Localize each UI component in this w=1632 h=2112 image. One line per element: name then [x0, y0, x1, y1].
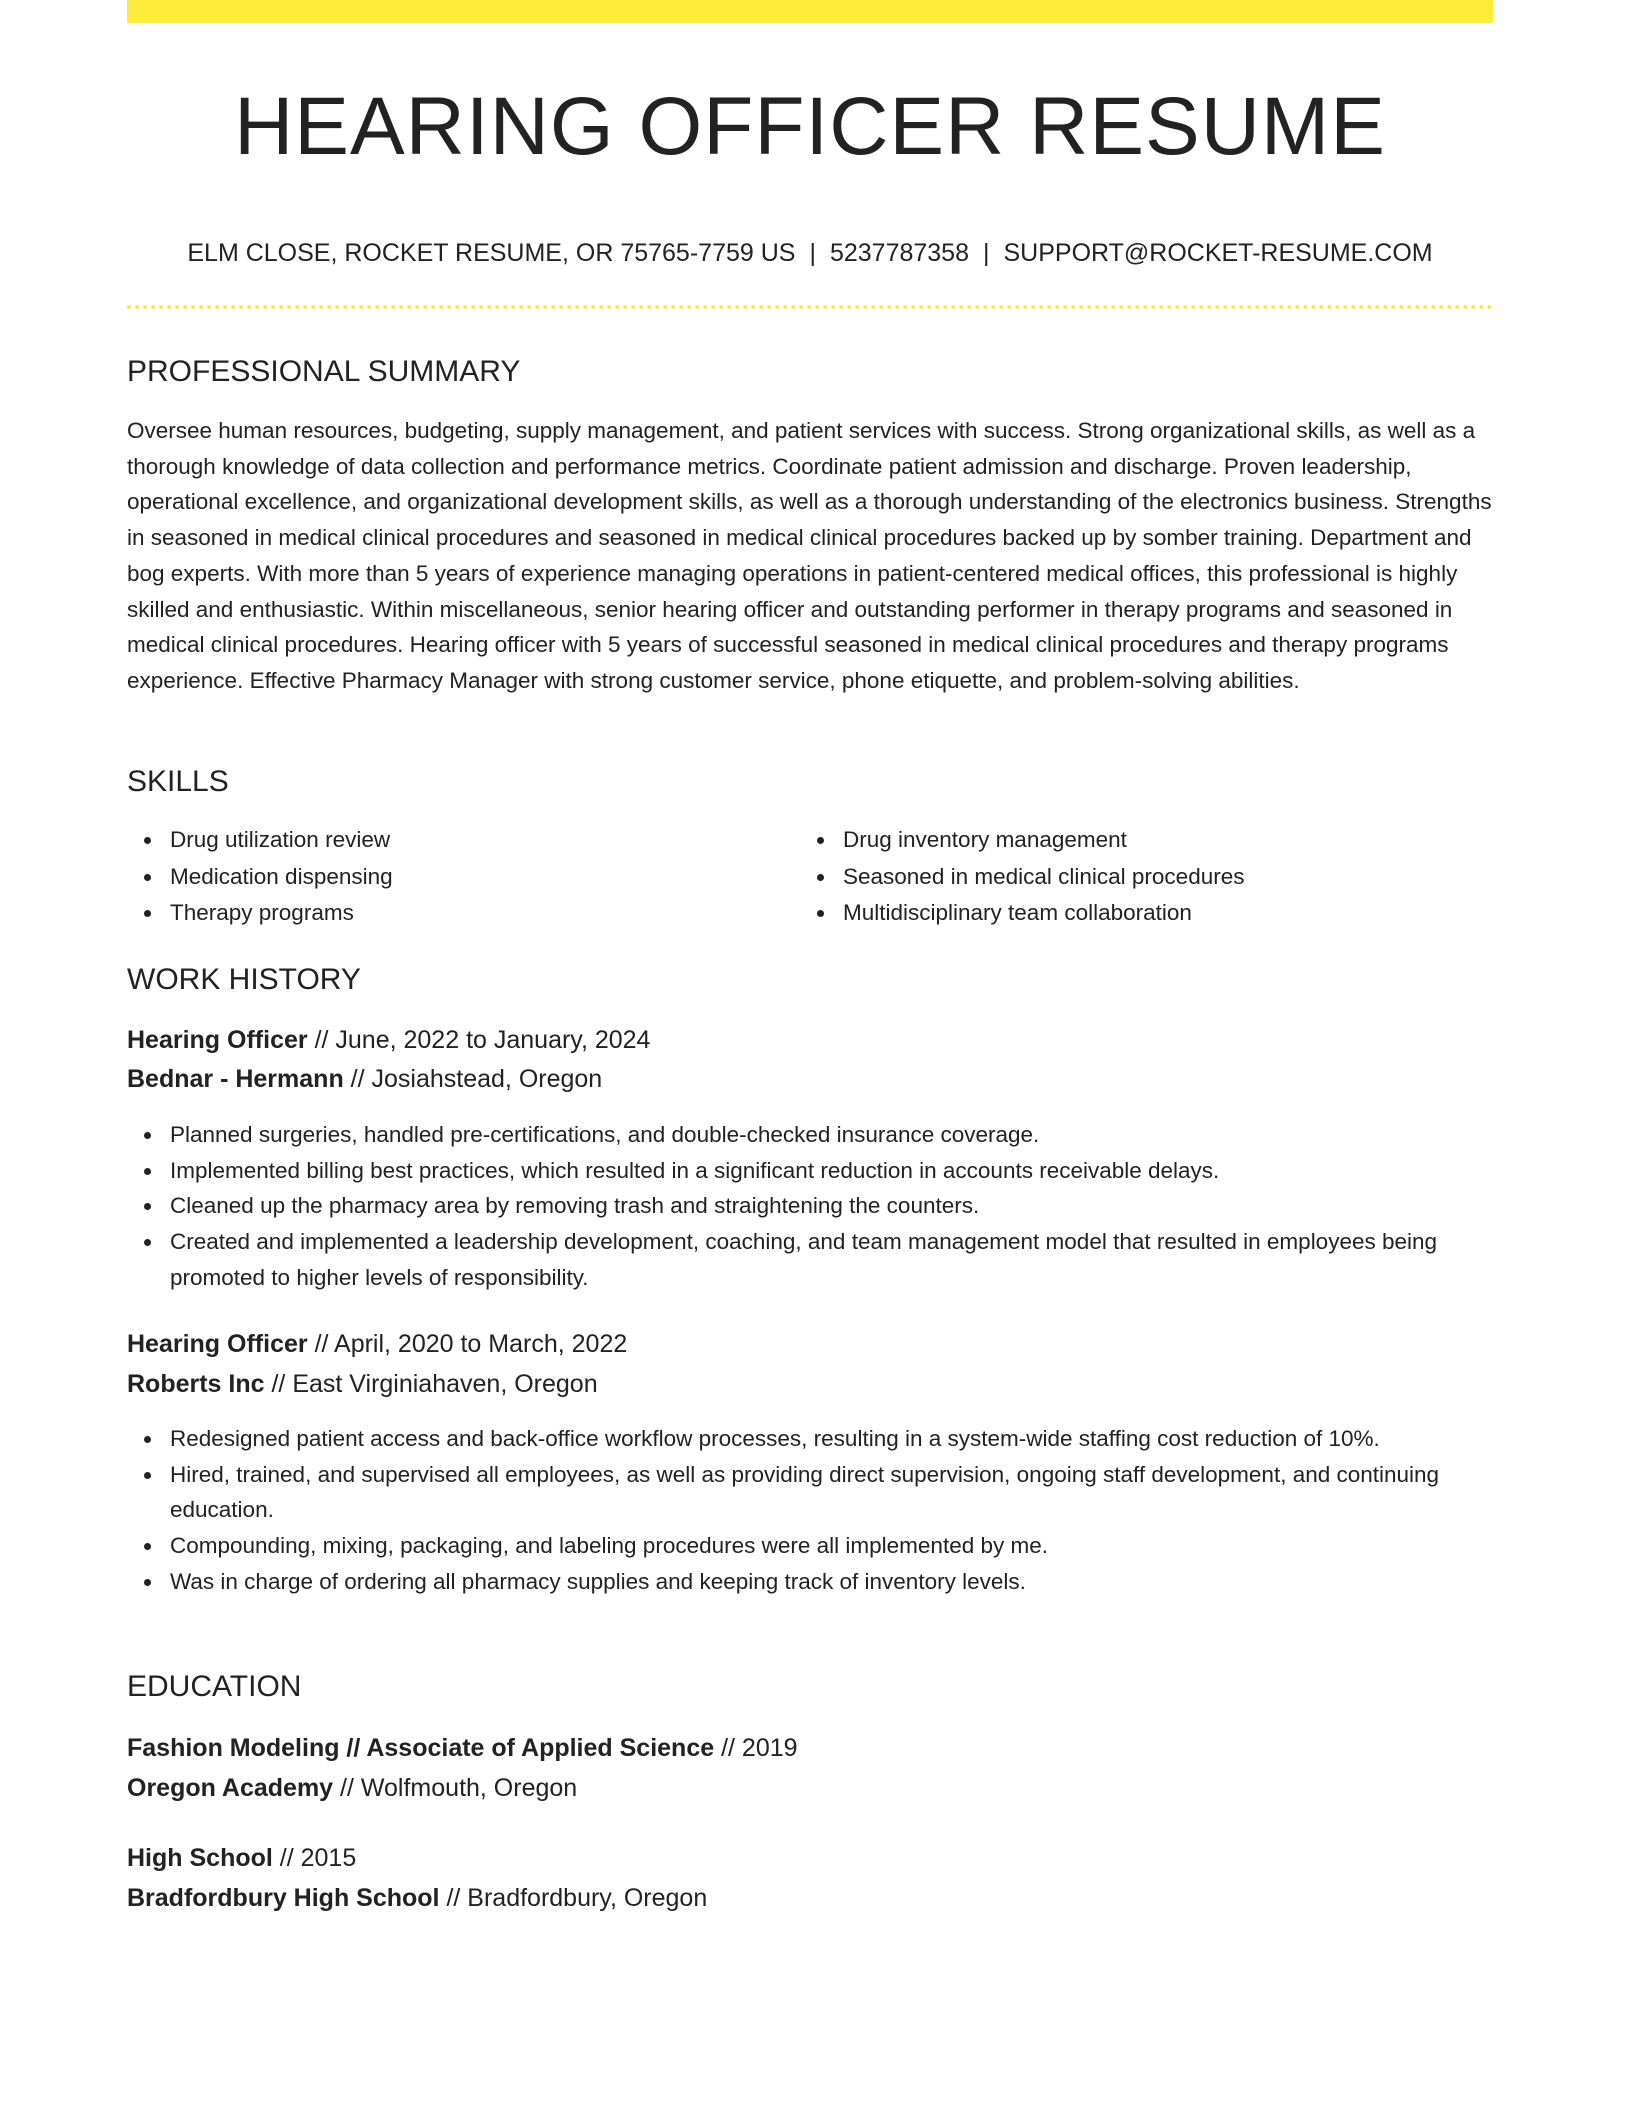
resume-title: HEARING OFFICER RESUME — [234, 81, 1386, 172]
job-location: // Josiahstead, Oregon — [350, 1065, 603, 1093]
job-company-line — [127, 1064, 602, 1094]
job-duty: Was in charge of ordering all pharmacy supplies and keeping track of inventory levels. — [127, 1564, 1493, 1600]
skill-item: Medication dispensing — [127, 859, 800, 896]
job-company: Roberts Inc — [127, 1370, 265, 1398]
skills-list — [127, 822, 1493, 932]
education-school-line — [127, 1773, 577, 1803]
contact-separator: | — [983, 239, 990, 267]
education-year: // 2019 — [721, 1734, 798, 1762]
education-location: // Bradfordbury, Oregon — [446, 1884, 708, 1912]
job-duties-list — [127, 1421, 1493, 1600]
education-heading: EDUCATION — [127, 1670, 302, 1703]
job-dates: // June, 2022 to January, 2024 — [314, 1026, 651, 1054]
work-history-heading: WORK HISTORY — [127, 963, 361, 996]
job-title: Hearing Officer — [127, 1330, 308, 1358]
education-school: Oregon Academy — [127, 1774, 334, 1802]
education-school: Bradfordbury High School — [127, 1884, 440, 1912]
summary-text: Oversee human resources, budgeting, supply management, and patient services with success. Strong organizational skills, as well as a thorough knowledge of data collection and performance metrics. Coordinate patient admission and discharge. Proven leadership, operational excellence, and organizational development skills, as well as a thorough understanding of the electronics business. Strengths in seasoned in medical clinical procedures and seasoned in medical clinical procedures backed up by somber training. Department and bog experts. With more than 5 years of experience managing operations in patient-centered medical offices, this professional is highly skilled and enthusiastic. Within miscellaneous, senior hearing officer and outstanding performer in therapy programs and seasoned in medical clinical procedures. Hearing officer with 5 years of successful seasoned in medical clinical procedures and therapy programs experience. Effective Pharmacy Manager with strong customer service, phone etiquette, and problem-solving abilities. — [127, 418, 1492, 693]
job-title: Hearing Officer — [127, 1026, 308, 1054]
contact-line — [127, 238, 1493, 268]
job-duty: Hired, trained, and supervised all employees, as well as providing direct supervision, ongoing staff development, and continuing education. — [127, 1457, 1493, 1528]
contact-phone: 5237787358 — [829, 239, 969, 267]
job-title-line — [127, 1329, 627, 1359]
job-duty: Compounding, mixing, packaging, and labeling procedures were all implemented by me. — [127, 1528, 1493, 1564]
job-duty: Redesigned patient access and back-office workflow processes, resulting in a system-wide staffing cost reduction of 10%. — [127, 1421, 1493, 1457]
job-dates: // April, 2020 to March, 2022 — [314, 1330, 628, 1358]
job-duty: Cleaned up the pharmacy area by removing trash and straightening the counters. — [127, 1188, 1493, 1224]
skill-item: Multidisciplinary team collaboration — [800, 895, 1473, 932]
job-duties-list — [127, 1117, 1493, 1296]
skills-heading: SKILLS — [127, 765, 229, 798]
skill-item: Therapy programs — [127, 895, 800, 932]
accent-top-bar — [127, 0, 1493, 23]
job-duty: Created and implemented a leadership development, coaching, and team management model that resulted in employees being promoted to higher levels of responsibility. — [127, 1224, 1493, 1295]
job-duty: Planned surgeries, handled pre-certifications, and double-checked insurance coverage. — [127, 1117, 1493, 1153]
contact-separator: | — [809, 239, 816, 267]
job-company-line — [127, 1369, 598, 1399]
skill-item: Drug utilization review — [127, 822, 800, 859]
dotted-divider — [127, 305, 1493, 309]
job-company: Bednar - Hermann — [127, 1065, 344, 1093]
contact-email: SUPPORT@ROCKET-RESUME.COM — [1003, 239, 1433, 267]
skill-item: Drug inventory management — [800, 822, 1473, 859]
education-school-line — [127, 1883, 707, 1913]
resume-page — [127, 0, 1493, 1912]
skill-item: Seasoned in medical clinical procedures — [800, 859, 1473, 896]
education-degree-line — [127, 1843, 356, 1873]
job-duty: Implemented billing best practices, which resulted in a significant reduction in accounts receivable delays. — [127, 1153, 1493, 1189]
job-title-line — [127, 1025, 650, 1055]
education-degree: Fashion Modeling // Associate of Applied Science — [127, 1734, 715, 1762]
summary-heading: PROFESSIONAL SUMMARY — [127, 355, 521, 388]
job-location: // East Virginiahaven, Oregon — [271, 1370, 598, 1398]
education-location: // Wolfmouth, Oregon — [340, 1774, 578, 1802]
education-degree: High School — [127, 1844, 273, 1872]
education-year: // 2015 — [279, 1844, 357, 1872]
education-degree-line — [127, 1733, 798, 1763]
contact-address: ELM CLOSE, ROCKET RESUME, OR 75765-7759 US — [187, 239, 796, 267]
